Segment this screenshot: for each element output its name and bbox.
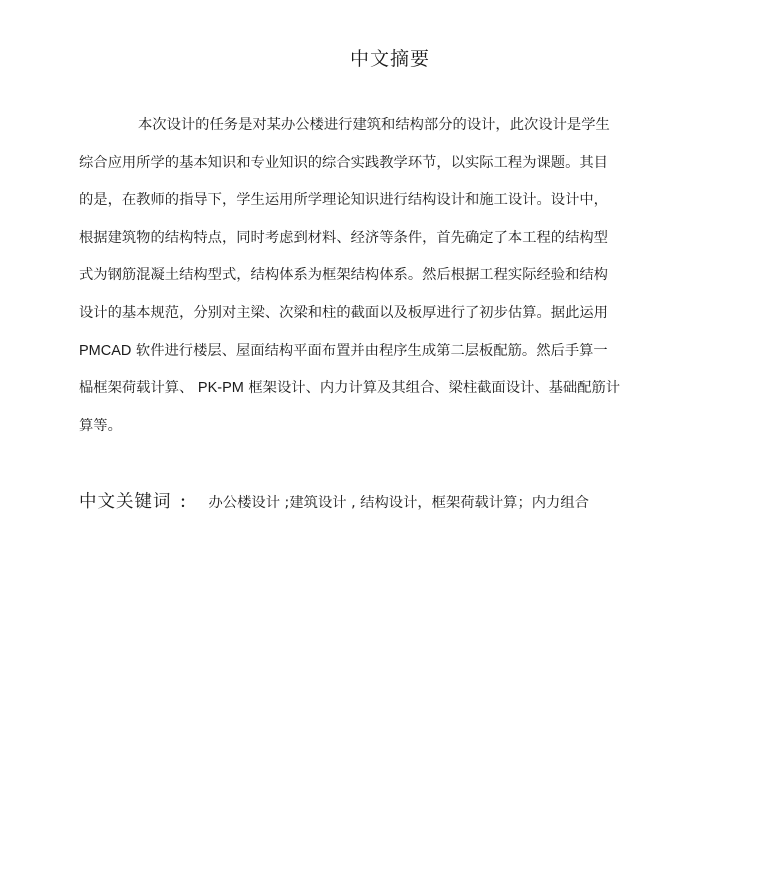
abstract-line bbox=[79, 338, 689, 376]
page-title: 中文摘要 bbox=[349, 48, 430, 70]
abstract-line: 综合应用所学的基本知识和专业知识的综合实践教学环节，以实际工程为课题。其目 bbox=[79, 154, 608, 171]
abstract-line-text: 框架设计、内力计算及其组合、梁柱截面设计、基础配筋计 bbox=[243, 380, 621, 397]
keywords-colon: ： bbox=[179, 493, 195, 511]
abstract-line: 本次设计的任务是对某办公楼进行建筑和结构部分的设计，此次设计是学生 bbox=[138, 117, 610, 133]
abstract-body bbox=[79, 112, 689, 450]
abstract-line-text: 榀框架荷载计算、 bbox=[79, 380, 198, 397]
software-name-pkpm: PK-PM bbox=[197, 380, 244, 397]
abstract-line bbox=[79, 375, 689, 413]
keywords-label: 中文关键词 bbox=[79, 492, 172, 512]
abstract-line: 根据建筑物的结构特点，同时考虑到材料、经济等条件，首先确定了本工程的结构型 bbox=[79, 229, 608, 246]
software-name-pmcad: PMCAD bbox=[79, 342, 132, 359]
keywords-line bbox=[79, 488, 589, 513]
abstract-line-text: 软件进行楼层、屋面结构平面布置并由程序生成第二层板配筋。然后手算一 bbox=[131, 342, 608, 359]
abstract-line: 设计的基本规范，分别对主梁、次梁和柱的截面以及板厚进行了初步估算。据此运用 bbox=[79, 304, 608, 321]
abstract-line: 的是，在教师的指导下，学生运用所学理论知识进行结构设计和施工设计。设计中， bbox=[79, 192, 608, 209]
abstract-line: 式为钢筋混凝土结构型式，结构体系为框架结构体系。然后根据工程实际经验和结构 bbox=[79, 267, 608, 284]
keywords-text: 办公楼设计 ;建筑设计 , 结构设计，框架荷载计算；内力组合 bbox=[208, 495, 589, 511]
abstract-line: 算等。 bbox=[79, 417, 122, 434]
